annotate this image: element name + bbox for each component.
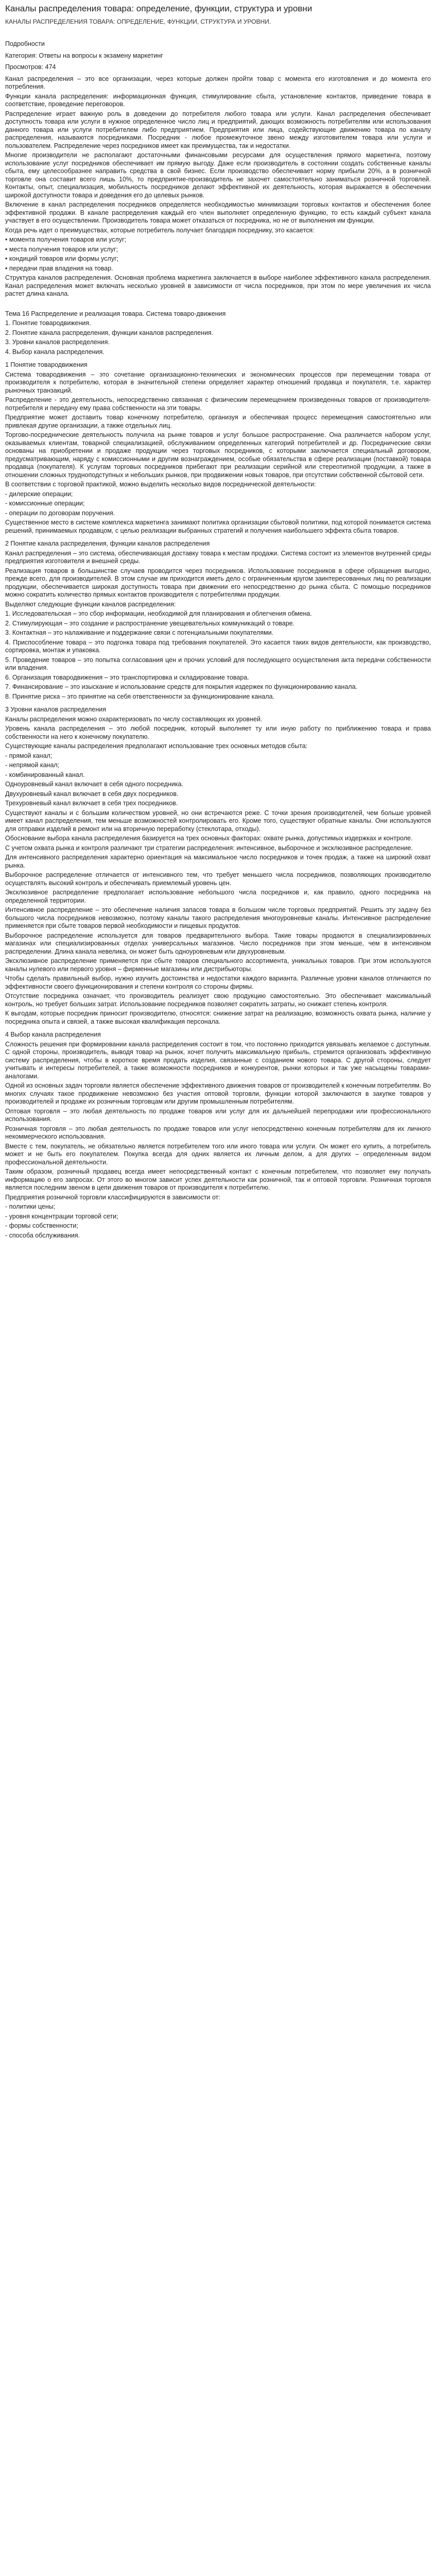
section-1 — [5, 361, 431, 535]
paragraph: Распределение играет важную роль в доведении до потребителя любого товара или услуги. Канал распределения обеспечивает доступность товара или услуги в нужное определенное число лиц и предприятий, дающих возможность потребителям или использования данного товара или услуги потребителем либо предприятием. Предприятия или лица, содействующие движению товара по каналу распределения, называются посредниками. Посредник - любое промежуточное звено между изготовителем товара или услуги и пользователем. Распределение через посредников имеет как преимущества, так и недостатки. — [5, 110, 431, 149]
paragraph: Включение в канал распределения посредников определяется необходимостью минимизации торговых контактов и обеспечения более эффективной продажи. В канале распределения каждый его член выполняет определенную функцию, то есть каждый субъект канала участвует в его осуществлении. Производитель товара может отказаться от посредника, но не от выполнения им функции. — [5, 201, 431, 224]
paragraph: Трехуровневый канал включает в себя трех посредников. — [5, 800, 178, 807]
paragraph: К выгодам, которые посредник приносит производителю, относятся: снижение затрат на реализацию, возможность охвата рынка, наличие у посредника опыта и связей, а также высокая квалификация персонала. — [5, 1010, 431, 1025]
paragraph: Двухуровневый канал включает в себя двух посредников. — [5, 790, 179, 798]
section-heading: 3 Уровни каналов распределения — [5, 706, 107, 713]
section-heading: 2 Понятие канала распределения, функции каналов распределения — [5, 540, 210, 547]
list-item: - способа обслуживания. — [5, 1231, 80, 1239]
paragraph: Выделяют следующие функции каналов распределения: — [5, 600, 176, 608]
paragraph: Распределение - это деятельность, непосредственно связанная с физическим перемещением произведенных товаров от производителя-потребителя и передачу ему права собственности на эти товары. — [5, 396, 431, 412]
list-item: 3. Контактная – это налаживание и поддержание связи с потенциальными покупателями. — [5, 629, 274, 636]
paragraph: Для интенсивного распределения характерно ориентация на максимальное число посредников и точек продаж, а также на широкий охват рынка. — [5, 854, 431, 869]
paragraph: Когда речь идет о преимуществах, которые потребитель получает благодаря посреднику, это касается: — [5, 226, 315, 234]
list-item: - формы собственности; — [5, 1222, 78, 1229]
paragraph: Существующие каналы распределения предполагают использование трех основных методов сбыта: — [5, 742, 308, 750]
list-item: - прямой канал; — [5, 752, 53, 759]
list-item: 6. Организация товародвижения – это транспортировка и складирование товара. — [5, 673, 249, 681]
list-item: 7. Финансирование – это изыскание и использование средств для покрытия издержек по функционированию канала. — [5, 683, 358, 690]
paragraph: Структура каналов распределения. Основная проблема маркетинга заключается в выборе наиболее эффективного канала распределения. Канал распределения может включать несколько уровней в зависимости от числа посредников, при этом по мере увеличения их числа растет длина канала. — [5, 274, 431, 297]
paragraph: Сложность решения при формировании канала распределения состоит в том, что постоянно приходится увязывать желаемое с доступным. С одной стороны, производитель, выводя товар на рынок, хочет получить максимальную прибыль, стремится организовать эффективную систему распределения, чтобы в короткое время продать изделия, связанные с созданием нового товара. С другой стороны, следует учитывать и интересы потребителей, а также возможности посредников и конкурентов, рынки которых и так уже насыщены товарами-аналогами. — [5, 1040, 431, 1080]
paragraph: Многие производители не располагают достаточными финансовыми ресурсами для осуществления прямого маркетинга, поэтому использование услуг посредников обеспечивает им прямую выгоду. Даже если производитель в состоянии создать собственные каналы сбыта, ему целесообразнее направить средства в свой бизнес. Если производство обеспечивает норму прибыли 20%, а в розничной торговле она составит всего лишь 10%, то предприятие-производитель не захочет самостоятельно заниматься розничной торговлей. Контакты, опыт, специализация, мобильность посредников делают эффективной их деятельность, которая выражается в обеспечении широкой доступности товара и доведения его до целевых рынков. — [5, 151, 431, 199]
page-title: Каналы распределения товара: определение, функции, структура и уровни — [5, 4, 312, 13]
paragraph: С учетом охвата рынка и контроля различают три стратегии распределения: интенсивное, выборочное и эксклюзивное распределение. — [5, 844, 413, 852]
article — [0, 0, 436, 1246]
intro-section — [5, 75, 431, 298]
list-item: • передачи прав владения на товар. — [5, 264, 113, 272]
list-item: - непрямой канал; — [5, 761, 60, 769]
list-item: 1. Исследовательская – это сбор информации, необходимой для планирования и облегчения обмена. — [5, 610, 312, 617]
paragraph: Реализация товаров в большинстве случаев проводится через посредников. Использование посредников в сфере обращения выгодно, прежде всего, для производителей. В этом случае им приходится иметь дело с ограниченным кругом заинтересованных лиц по реализации продукции, обеспечивается широкая доступность товара при движении его непосредственно до рынка сбыта. С помощью посредников можно сократить количество прямых контактов производителя с потребителями продукции. — [5, 567, 431, 598]
page-subtitle: КАНАЛЫ РАСПРЕДЕЛЕНИЯ ТОВАРА: ОПРЕДЕЛЕНИЕ, ФУНКЦИИ, СТРУКТУРА И УРОВНИ. — [5, 18, 271, 25]
paragraph: Отсутствие посредника означает, что производитель реализует свою продукцию самостоятельно. Это обеспечивает максимальный контроль, но требует больших затрат. Использование посредников позволяет сократить затраты, но снижает степень контроля. — [5, 992, 431, 1008]
section-heading: 4 Выбор канала распределения — [5, 1031, 101, 1038]
paragraph: Эксклюзивное распределение применяется при сбыте товаров специального ассортимента, уникальных товаров. При этом используются каналы нулевого или первого уровня – фирменные магазины или дистрибьюторы. — [5, 957, 431, 973]
section-heading: 1 Понятие товародвижения — [5, 361, 88, 368]
list-item: - комбинированный канал. — [5, 771, 85, 778]
toc-item: 1. Понятие товародвижения. — [5, 319, 91, 327]
list-item: 4. Приспособление товара – это подгонка товара под требования покупателей. Это касается таких видов деятельности, как производство, сортировка, монтаж и упаковка. — [5, 638, 431, 654]
paragraph: Канал распределения – это система, обеспечивающая доставку товара к местам продажи. Система состоит из элементов внутренней среды предприятия изготовителя и внешней среды. — [5, 549, 431, 565]
list-item: - дилерские операции; — [5, 490, 73, 498]
paragraph: Торгово-посреднические деятельность получила на рынке товаров и услуг большое распространение. Она различается набором услуг, оказываемых клиентам, товарной специализацией, обслуживанием определенных категорий потребителей и др. Посреднические связи основаны на приобретении и продаже продукции через торговых посредников, с которыми заключается специальный договором, предусматривающим, наряду с комиссионными и другим вознаграждением, особые обязательства в сфере реализации (поставкой) товара продавца (покупателя). К услугам торговых посредников прибегают при реализации серийной или стереотипной продукции, а также в отношении сложных трудноподступных и небольших рынков, при продвижении новых товаров, при отсутствии собственной сбытовой сети. — [5, 431, 431, 479]
paragraph: Предприятие может доставить товар конечному потребителю, организуя и обеспечивая процесс перемещения самостоятельно или привлекая другие организации, а также отдельных лиц. — [5, 414, 431, 429]
paragraph: Выборочное распределение отличается от интенсивного тем, что требует меньшего числа посредников, позволяющих производителю осуществлять высокий контроль и обеспечивать приемлемый уровень цен. — [5, 871, 431, 887]
paragraph: Существенное место в системе комплекса маркетинга занимают политика организации сбытовой политики, под которой понимается система решений, принимаемых продавцом, с целью реализации выбранных стратегий и получения наибольшего эффекта сбыта товаров. — [5, 519, 431, 534]
paragraph: Выборочное распределение используется для товаров предварительного выбора. Такие товары продаются в специализированных магазинах или специализированных отделах универсальных магазинов. Число посредников при этом меньше, чем в интенсивном распределении. Длина канала невелика, он может быть одноуровневым или двухуровневым. — [5, 931, 431, 955]
list-item: • момента получения товаров или услуг; — [5, 236, 127, 243]
paragraph: Розничная торговля – это любая деятельность по продаже товаров или услуг непосредственно конечным потребителям для их личного некоммерческого использования. — [5, 1125, 431, 1140]
list-item: - комиссионные операции; — [5, 500, 85, 507]
paragraph: Уровень канала распределения – это любой посредник, который выполняет ту или иную работу по приближению товара и права собственности на него к конечному покупателю. — [5, 725, 431, 740]
section-3 — [5, 706, 431, 1026]
article-meta — [5, 40, 431, 72]
toc-heading: Тема 16 Распределение и реализация товара. Система товаро-движения — [5, 310, 226, 317]
toc-item: 4. Выбор канала распределения. — [5, 348, 104, 355]
paragraph: Чтобы сделать правильный выбор, нужно изучить достоинства и недостатки каждого варианта. Различные уровни каналов отличаются по эффективности своего функционирования и степени контроля со стороны фирмы. — [5, 975, 431, 990]
paragraph: Существуют каналы и с большим количеством уровней, но они встречаются реже. С точки зрения производителей, чем больше уровней имеет канал распределения, тем меньше возможностей контролировать его. Кроме того, существуют обратные каналы. Они используются для отправки изделий в ремонт или на вторичную переработку (стеклотара, отходы). — [5, 809, 431, 833]
paragraph: В соответствии с торговой практикой, можно выделить несколько видов посреднической деятельности: — [5, 481, 316, 488]
paragraph: Система товародвижения – это сочетание организационно-технических и экономических процессов при перемещении товара от производителя к потребителю, которая в значительной степени определяет характер отношений продавца и покупателя, т.е. характер рыночных транзакций. — [5, 370, 431, 394]
toc-item: 2. Понятие канала распределения, функции каналов распределения. — [5, 329, 214, 336]
list-item: - уровня концентрации торговой сети; — [5, 1212, 118, 1220]
views-count: Просмотров: 474 — [5, 63, 56, 71]
section-2 — [5, 540, 431, 701]
section-4 — [5, 1031, 431, 1240]
paragraph: Таким образом, розничный продавец всегда имеет непосредственный контакт с конечным потребителем, что позволяет ему получать информацию о его запросах. От этого во многом зависит успех деятельности как розничной, так и оптовой торговли. Розничная торговля является последним звеном в цепи движения товаров от производителя к потребителю. — [5, 1168, 431, 1191]
paragraph: Эксклюзивное распределение предполагает использование небольшого числа посредников и, как правило, одного посредника на определенной территории. — [5, 889, 431, 904]
paragraph: Обоснование выбора канала распределения базируется на трех основных факторах: охвате рынка, допустимых издержках и контроле. — [5, 835, 413, 842]
paragraph: Канал распределения – это все организации, через которые должен пройти товар с момента его изготовления и до момента его потребления. — [5, 75, 431, 90]
category-link[interactable]: Категория: Ответы на вопросы к экзамену маркетинг — [5, 52, 163, 59]
paragraph: Предприятия розничной торговли классифицируются в зависимости от: — [5, 1193, 220, 1201]
list-item: - операции по договорам поручения. — [5, 509, 115, 517]
paragraph: Оптовая торговля – это любая деятельность по продаже товаров или услуг для их дальнейшей перепродажи или профессионального использования. — [5, 1107, 431, 1123]
paragraph: Интенсивное распределение – это обеспечение наличия запасов товара в большом числе торговых предприятий. Решить эту задачу без большого числа посредников невозможно, поэтому каналы такого распределения многоуровневые каналы. Интенсивное распределение применяется при сбыте товаров первой необходимости и пищевых продуктов. — [5, 906, 431, 929]
paragraph: Функции канала распределения: информационная функция, стимулирование сбыта, установление контактов, приведение товара в соответствие, проведение переговоров. — [5, 92, 431, 108]
paragraph: Одноуровневый канал включает в себя одного посредника. — [5, 781, 183, 788]
list-item: - политики цены; — [5, 1203, 56, 1210]
toc-section — [5, 310, 431, 357]
list-item: 2. Стимулирующая – это создание и распространение увещевательных коммуникаций о товаре. — [5, 619, 295, 627]
paragraph: Одной из основных задач торговли является обеспечение эффективного движения товаров от производителей к конечным потребителям. Во многих случаях такое продвижение невозможно без участия оптовой торговли, функции которой заключаются в закупке товаров у производителей и продаже их розничным торговцам или другим промышленным потребителям. — [5, 1082, 431, 1105]
list-item: • кондиций товаров или формы услуг; — [5, 255, 119, 262]
list-item: 5. Проведение товаров – это попытка согласования цен и прочих условий для последующего осуществления акта передачи собственности или владения. — [5, 656, 431, 671]
toc-item: 3. Уровни каналов распределения. — [5, 338, 110, 346]
paragraph: Вместе с тем, покупатель, не обязательно является потребителем того или иного товара или услуги. Он может его купить, а потребитель может и не быть его покупателем. Покупка всегда для одних является их личным делом, а для других – определенным видом профессиональной деятельности. — [5, 1142, 431, 1166]
list-item: • места получения товаров или услуг; — [5, 245, 118, 253]
details-label: Подробности — [5, 40, 45, 47]
paragraph: Каналы распределения можно охарактеризовать по числу составляющих их уровней. — [5, 715, 263, 723]
list-item: 8. Принятие риска – это принятие на себя ответственности за функционирование канала. — [5, 692, 275, 700]
